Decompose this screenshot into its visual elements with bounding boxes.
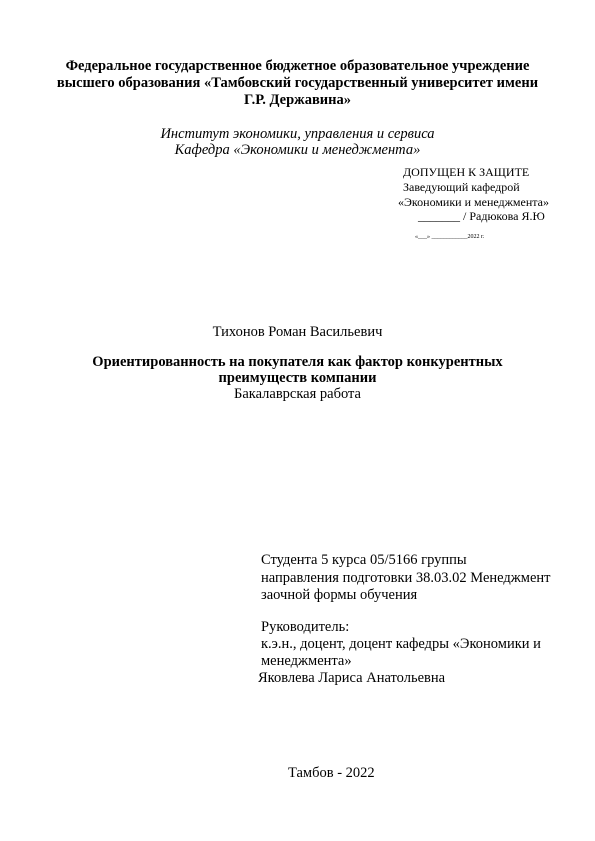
supervisor-title-line-1: к.э.н., доцент, доцент кафедры «Экономики и	[261, 636, 541, 652]
supervisor-title-line-2: менеджмента»	[261, 653, 352, 669]
thesis-title-line-1: Ориентированность на покупателя как фактор конкурентных	[92, 354, 503, 370]
approval-department: «Экономики и менеджмента»	[398, 195, 549, 209]
supervisor-name: Яковлева Лариса Анатольевна	[258, 670, 446, 686]
organization-line-3: Г.Р. Державина»	[244, 92, 351, 108]
city-year: Тамбов - 2022	[288, 765, 375, 781]
work-type: Бакалаврская работа	[234, 386, 361, 402]
student-line-1: Студента 5 курса 05/5166 группы	[261, 552, 467, 568]
thesis-title-line-2: преимуществ компании	[218, 370, 377, 386]
author-name: Тихонов Роман Васильевич	[212, 324, 383, 340]
organization-line-1: Федеральное государственное бюджетное образовательное учреждение	[65, 58, 530, 74]
approval-heading: ДОПУЩЕН К ЗАЩИТЕ	[403, 165, 530, 179]
approval-date: «___» ____________2022 г.	[415, 234, 485, 240]
approval-signature: _______ / Радюкова Я.Ю	[418, 209, 545, 223]
department-name: Кафедра «Экономики и менеджмента»	[174, 142, 421, 158]
organization-line-2: высшего образования «Тамбовский государственный университет имени	[56, 75, 539, 91]
student-line-3: заочной формы обучения	[261, 587, 418, 603]
student-line-2: направления подготовки 38.03.02 Менеджмент	[261, 570, 551, 586]
approval-role: Заведующий кафедрой	[403, 180, 520, 194]
supervisor-label: Руководитель:	[261, 619, 350, 635]
institute-name: Институт экономики, управления и сервиса	[160, 126, 435, 142]
